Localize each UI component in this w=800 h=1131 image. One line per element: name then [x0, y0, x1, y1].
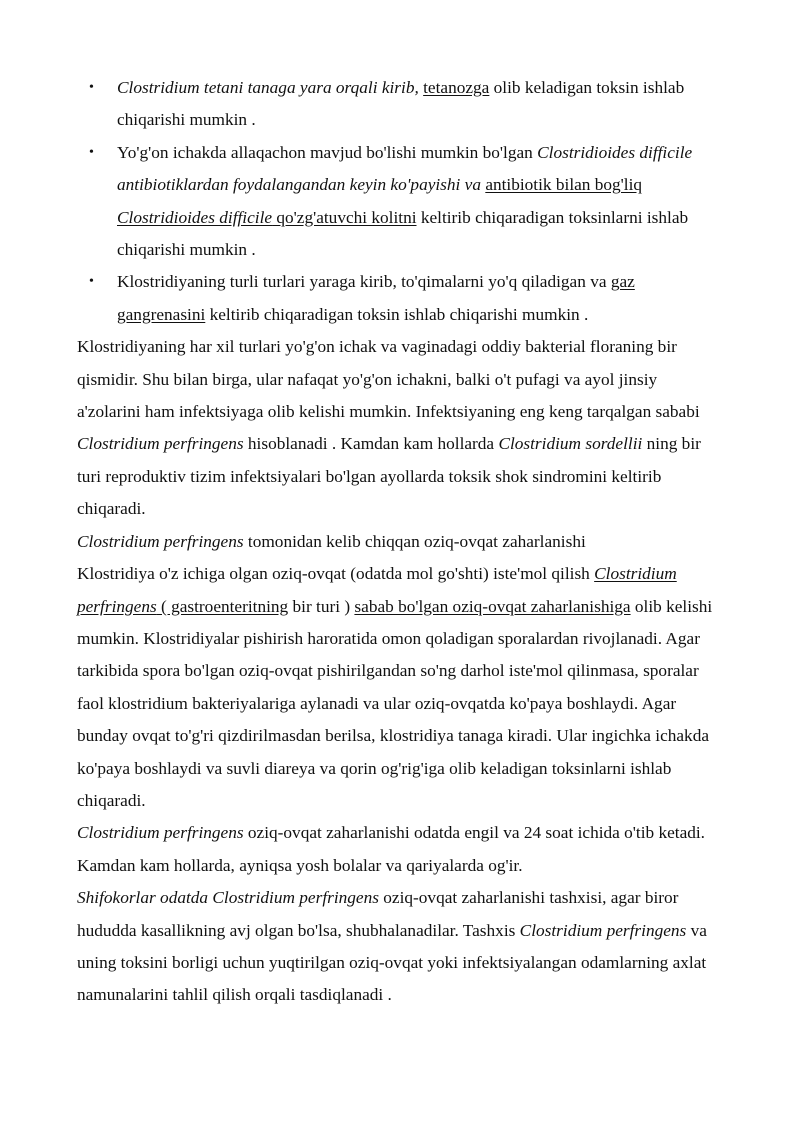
- text-run: Yo'g'on ichakda allaqachon mavjud bo'lishi mumkin bo'lgan: [117, 142, 538, 162]
- italic-text: Clostridioides difficile antibiotiklardan foydalangandan keyin ko'payishi va: [117, 142, 693, 195]
- bullet-icon: •: [89, 144, 94, 160]
- italic-text: Clostridium perfringens: [519, 920, 687, 940]
- italic-text: Clostridium sordellii: [498, 434, 643, 454]
- paragraph-clostridia-overview: [77, 331, 725, 525]
- text-run: keltirib chiqaradigan toksin ishlab chiqarishi mumkin .: [205, 304, 589, 324]
- text-run: keltirib chiqaradigan toksinlarni ishlab chiqarishi mumkin .: [117, 207, 689, 260]
- text-run: Klostridiya o'z ichiga olgan oziq-ovqat (odatda mol go'shti) iste'mol qilish: [77, 564, 595, 584]
- inline-link[interactable]: Clostridioides difficile: [117, 207, 273, 227]
- text-run: Klostridiyaning har xil turlari yo'g'on ichak va vaginadagi oddiy bakterial floraning bir qismidir. Shu bilan birga, ular nafaqat yo'g'on ichakni, balki o't pufagi va ayol jinsiy a'zolarini ham infektsiyaga olib kelishi mumkin. Infektsiyaning eng keng tarqalgan sababi: [77, 337, 700, 422]
- text-run: Klostridiyaning turli turlari yaraga kirib, to'qimalarni yo'q qiladigan va: [117, 272, 611, 292]
- italic-text: Clostridium perfringens: [77, 531, 244, 551]
- inline-link[interactable]: gaz gangrenasini: [117, 272, 635, 324]
- text-run: bir turi ): [288, 596, 355, 616]
- document-body: [77, 72, 725, 1012]
- text-run: oziq-ovqat zaharlanishi odatda engil va 24 soat ichida o'tib ketadi. Kamdan kam hollarda, ayniqsa yosh bolalar va qariyalarda og'ir.: [77, 823, 705, 875]
- text-run: va uning toksini borligi uchun yuqtirilgan oziq-ovqat yoki infektsiyalangan odamlarning axlat namunalarini tahlil qilish orqali tasdiqlanadi .: [77, 920, 707, 1005]
- inline-link[interactable]: qo'zg'atuvchi kolitni: [272, 207, 417, 227]
- inline-link[interactable]: antibiotik bilan bog'liq: [485, 175, 643, 195]
- list-item: [77, 266, 725, 331]
- bullet-icon: •: [89, 80, 94, 95]
- text-run: olib kelishi mumkin. Klostridiyalar pishirish haroratida omon qoladigan sporalardan rivojlanadi. Agar tarkibida spora bo'lgan oziq-ovqat pishirilgandan so'ng darhol iste'mol qilinmasa, sporalar faol klostridium bakteriyalariga aylanadi va ular oziq-ovqatda ko'paya boshlaydi. Agar bunday ovqat to'g'ri qizdirilmasdan berilsa, klostridiya tanaga kiradi. Ular ingichka ichakda ko'paya boshlaydi va suvli diareya va qorin og'rig'iga olib keladigan toksinlarni ishlab chiqaradi.: [77, 596, 713, 810]
- text-run: ning bir turi reproduktiv tizim infektsiyalari bo'lgan ayollarda toksik shok sindromini keltirib chiqaradi.: [77, 434, 701, 519]
- inline-link[interactable]: Clostridium perfringens: [77, 564, 677, 616]
- paragraph-diagnosis: [77, 882, 725, 1012]
- italic-text: Clostridium perfringens: [77, 823, 244, 843]
- italic-text: Shifokorlar odatda Clostridium perfringens: [77, 888, 379, 908]
- bullet-icon: •: [89, 274, 94, 290]
- text-run: hisoblanadi . Kamdan kam hollarda: [243, 434, 499, 454]
- text-run: olib keladigan toksin ishlab chiqarishi mumkin .: [117, 78, 685, 130]
- paragraph-course: [77, 817, 725, 882]
- inline-link[interactable]: sabab bo'lgan oziq-ovqat zaharlanishiga: [354, 596, 631, 616]
- list-item: [77, 137, 725, 267]
- list-item: [77, 72, 725, 137]
- italic-text: Clostridium perfringens: [77, 434, 244, 454]
- inline-link[interactable]: ( gastroenteritning: [156, 596, 289, 616]
- bullet-list: [77, 72, 725, 331]
- section-heading-food-poisoning: [77, 526, 725, 558]
- text-run: tomonidan kelib chiqqan oziq-ovqat zaharlanishi: [243, 531, 586, 551]
- paragraph-food-poisoning: [77, 558, 725, 817]
- italic-text: Clostridium tetani tanaga yara orqali kirib,: [117, 78, 419, 97]
- text-run: oziq-ovqat zaharlanishi tashxisi, agar biror hududda kasallikning avj olgan bo'lsa, shubhalanadilar. Tashxis: [77, 888, 679, 940]
- inline-link[interactable]: tetanozga: [423, 78, 490, 97]
